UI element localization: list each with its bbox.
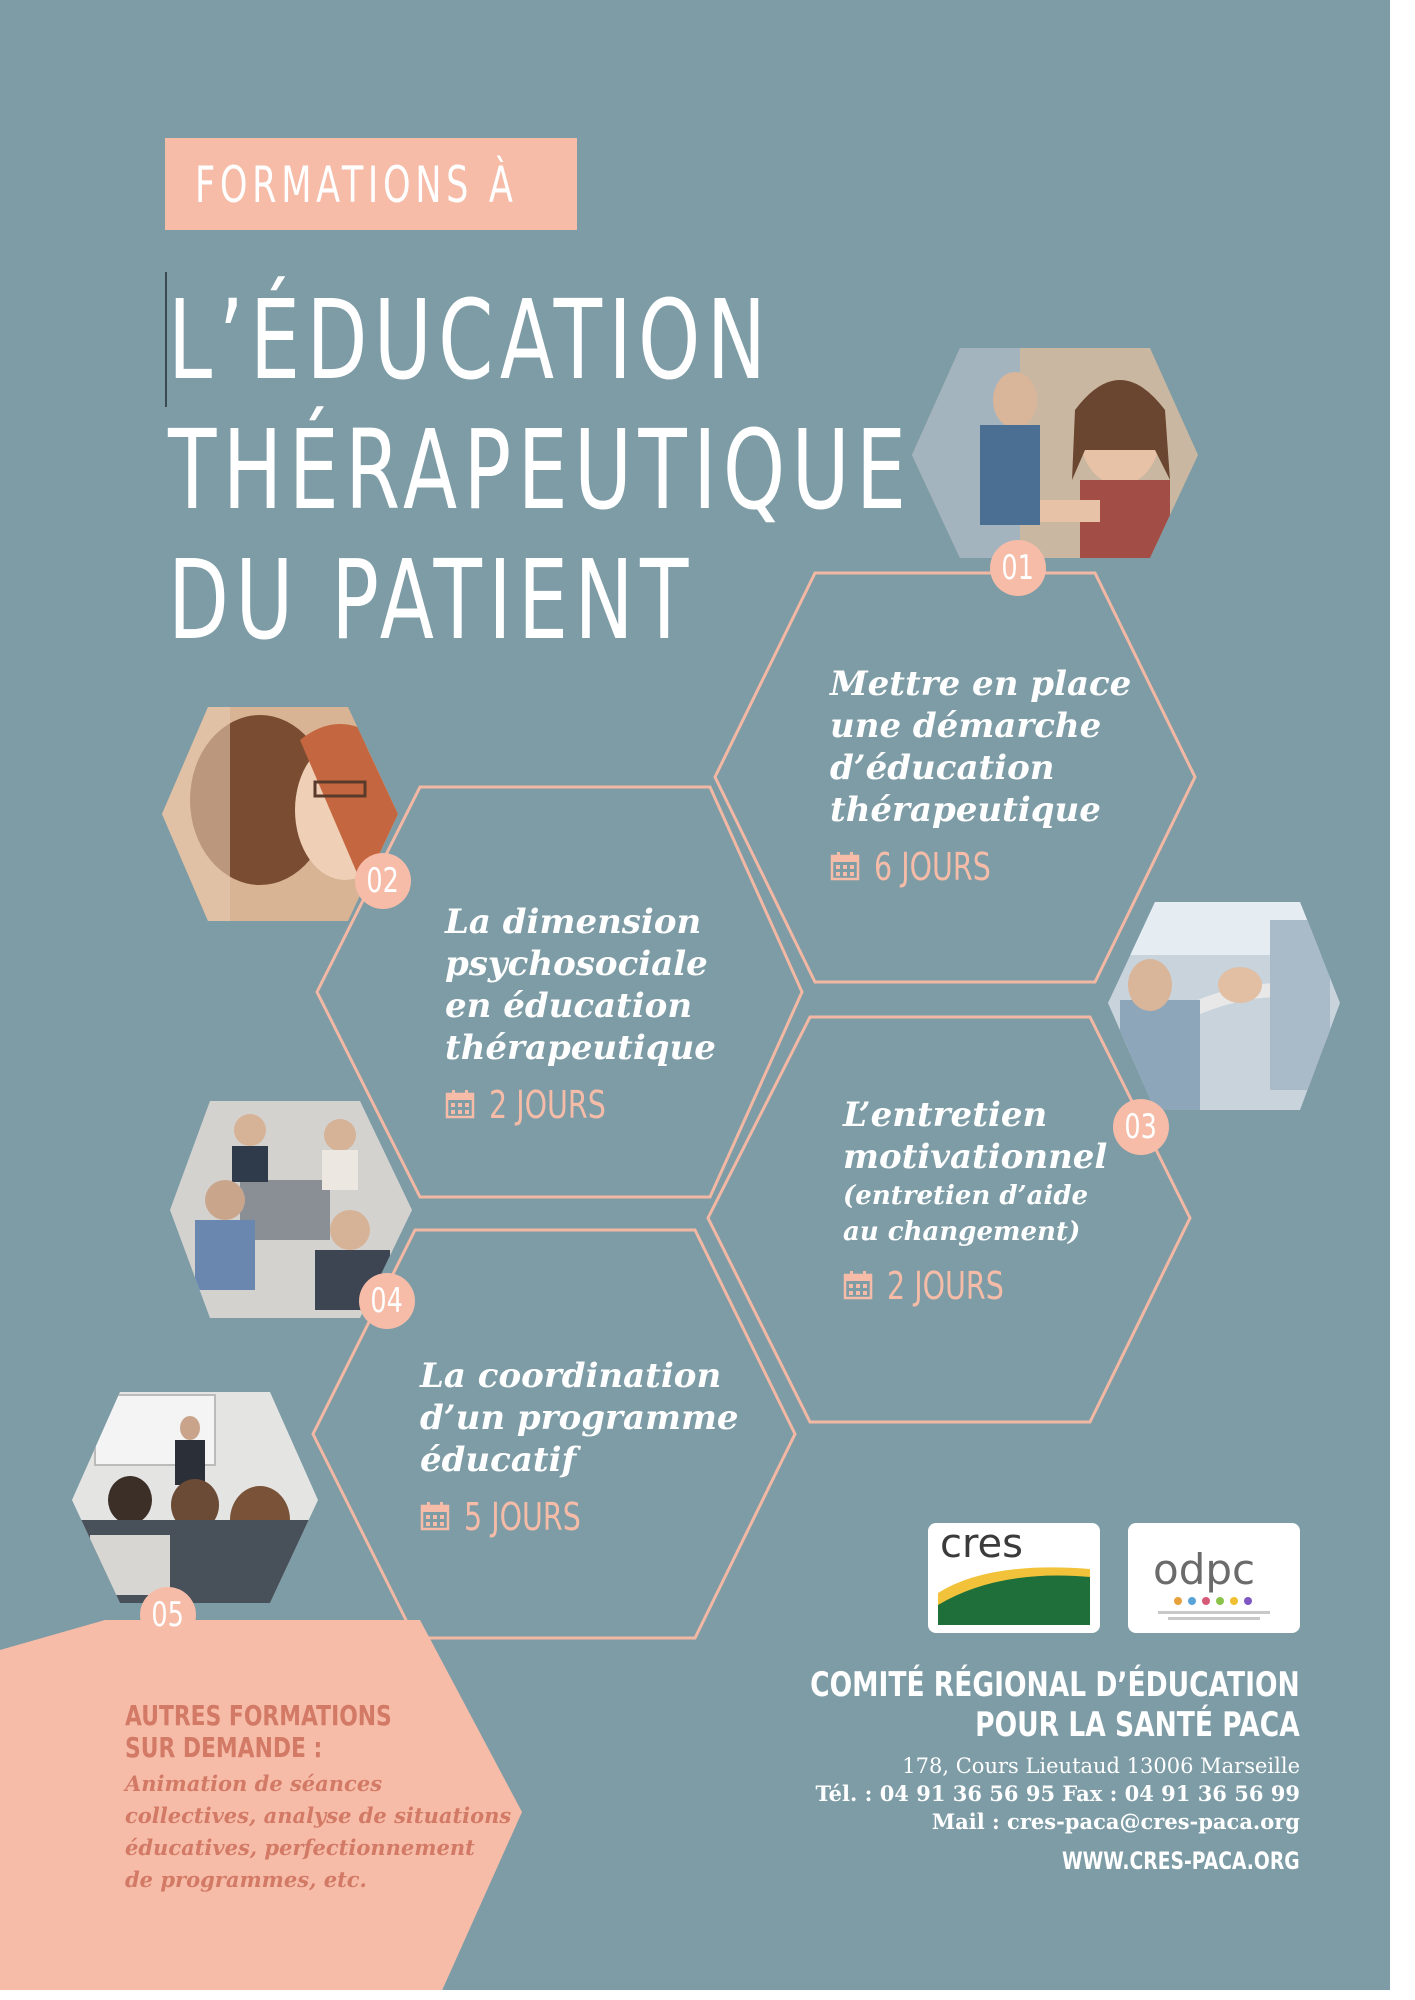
course-number: 05 (151, 1595, 185, 1635)
course-title-line: La dimension (445, 902, 702, 942)
course-title-line: une démarche (830, 706, 1102, 746)
duration-label: 6 JOURS (874, 845, 991, 889)
email: Mail : cres-paca@cres-paca.org (931, 1809, 1300, 1834)
course-title-line: motivationnel (843, 1137, 1108, 1177)
course-number-badge-5 (140, 1587, 196, 1643)
course-number: 02 (366, 861, 400, 901)
title-line-2: THÉRAPEUTIQUE (168, 406, 913, 534)
address: 178, Cours Lieutaud 13006 Marseille (902, 1754, 1300, 1778)
other-trainings-label-line: AUTRES FORMATIONS (125, 1699, 392, 1732)
course-number-badge-4 (359, 1273, 415, 1329)
website-link[interactable]: WWW.CRES-PACA.ORG (1062, 1847, 1300, 1875)
conference-audience-photo (65, 1385, 325, 1610)
other-trainings-description-line: éducatives, perfectionnement (125, 1835, 475, 1860)
cres-logo-text: cres (940, 1521, 1024, 1567)
course-number: 03 (1124, 1107, 1158, 1147)
course-title-line: thérapeutique (445, 1028, 716, 1068)
odpc-logo (1128, 1523, 1300, 1633)
other-trainings-description-line: de programmes, etc. (125, 1867, 367, 1892)
duration-label: 5 JOURS (464, 1495, 581, 1539)
calendar-icon (830, 851, 860, 881)
course-duration (420, 1495, 739, 1539)
course-number-badge-1 (990, 540, 1046, 596)
course-title-line: d’éducation (830, 748, 1055, 788)
subtitle-text: FORMATIONS À (195, 156, 518, 214)
course-4 (420, 1355, 739, 1539)
course-title-line: L’entretien (843, 1095, 1048, 1135)
calendar-icon (445, 1089, 475, 1119)
course-duration (843, 1264, 1107, 1308)
course-title-line: éducatif (420, 1440, 577, 1480)
course-3 (843, 1094, 1107, 1308)
course-number-badge-3 (1113, 1099, 1169, 1155)
organization-name-line: POUR LA SANTÉ PACA (975, 1705, 1300, 1745)
course-title-line: thérapeutique (830, 790, 1101, 830)
organization-name (810, 1665, 1300, 1745)
cres-logo (928, 1523, 1100, 1633)
other-trainings-label (125, 1700, 392, 1764)
course-number: 04 (370, 1281, 404, 1321)
odpc-dots-graphic (1128, 1523, 1300, 1633)
course-subtitle-line: (entretien d’aide (843, 1181, 1089, 1211)
other-trainings-label-line: SUR DEMANDE : (125, 1731, 323, 1764)
course-title-line: Mettre en place (830, 664, 1132, 704)
course-title-line: psychosociale (445, 944, 708, 984)
course-duration (445, 1083, 716, 1127)
course-duration (830, 845, 1131, 889)
phone-fax: Tél. : 04 91 36 56 95 Fax : 04 91 36 56 99 (815, 1781, 1300, 1806)
smiling-student-photo (900, 340, 1210, 570)
course-number: 01 (1001, 548, 1035, 588)
other-trainings-description (125, 1768, 511, 1896)
other-trainings-description-line: Animation de séances (125, 1771, 383, 1796)
other-trainings-description-line: collectives, analyse de situations (125, 1803, 512, 1828)
handshake-photo (1100, 895, 1350, 1120)
title-line-3: DU PATIENT (168, 536, 695, 664)
course-2 (445, 901, 716, 1127)
organization-name-line: COMITÉ RÉGIONAL D’ÉDUCATION (810, 1665, 1300, 1705)
calendar-icon (420, 1501, 450, 1531)
course-subtitle-line: au changement) (843, 1217, 1081, 1247)
course-number-badge-2 (355, 853, 411, 909)
title-line-1: L’ÉDUCATION (168, 276, 773, 404)
course-title-line: d’un programme (420, 1398, 739, 1438)
odpc-logo-text: odpc (1153, 1545, 1256, 1594)
course-title-line: en éducation (445, 986, 693, 1026)
organization-contact (815, 1752, 1300, 1836)
course-1 (830, 663, 1131, 889)
duration-label: 2 JOURS (489, 1083, 606, 1127)
duration-label: 2 JOURS (887, 1264, 1004, 1308)
calendar-icon (843, 1270, 873, 1300)
course-title-line: La coordination (420, 1356, 722, 1396)
